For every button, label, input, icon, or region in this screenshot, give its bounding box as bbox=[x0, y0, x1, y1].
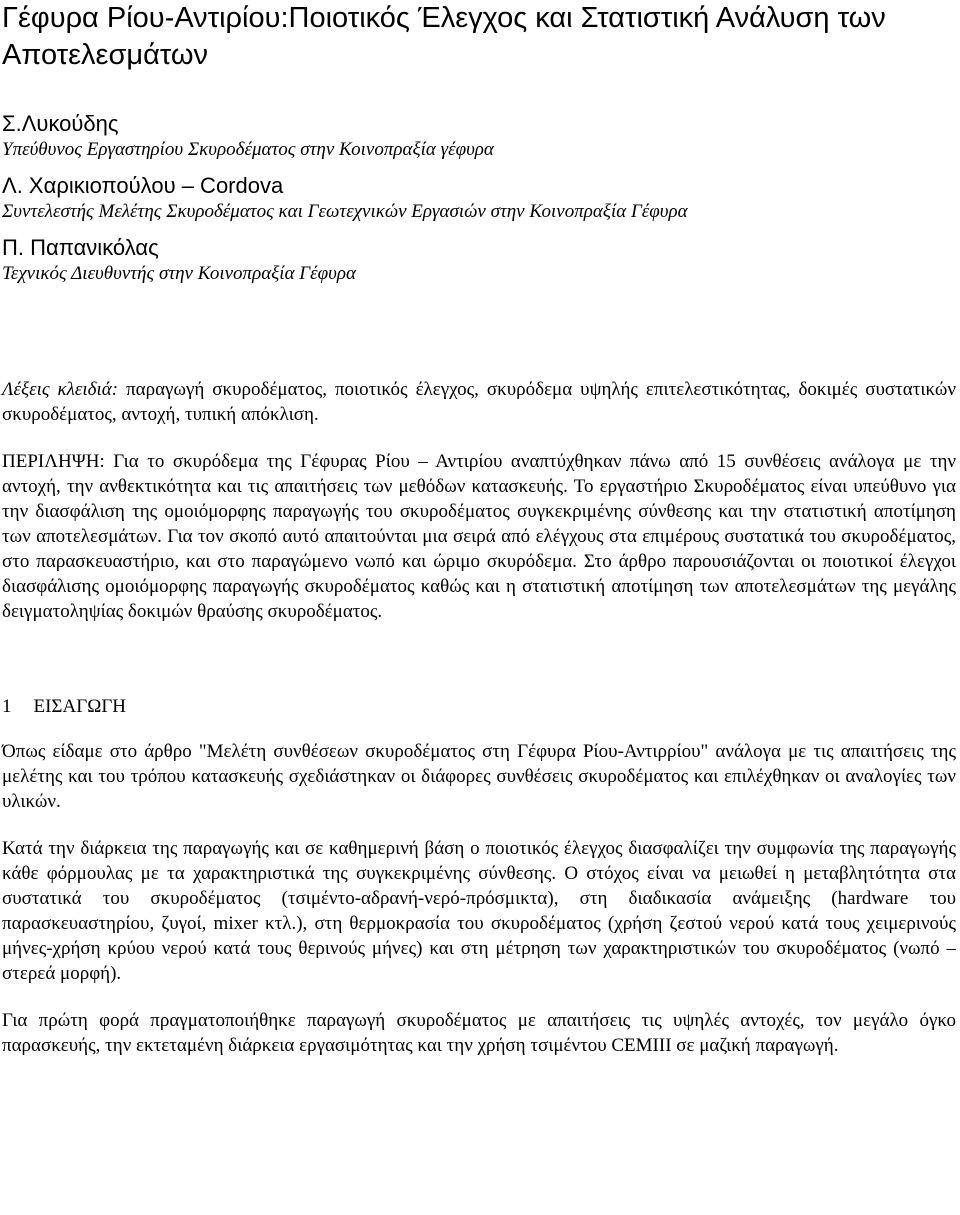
keywords-paragraph bbox=[2, 377, 956, 427]
section-heading bbox=[2, 694, 956, 719]
section-number: 1 bbox=[2, 696, 12, 717]
author-name: Λ. Χαρικιοπούλου – Cordova bbox=[2, 173, 284, 198]
body-paragraph: Για πρώτη φορά πραγματοποιήθηκε παραγωγή σκυροδέματος με απαιτήσεις τις υψηλές αντοχές, τον μεγάλο όγκο παρασκευής, την εκτεταμένη διάρκεια εργασιμότητας και την χρήση τσιμέντου CEMIII σε μαζική παραγωγή. bbox=[2, 1010, 956, 1056]
section-title: ΕΙΣΑΓΩΓΗ bbox=[33, 696, 127, 717]
author-name: Π. Παπανικόλας bbox=[2, 235, 159, 260]
keywords-label: Λέξεις κλειδιά: bbox=[2, 379, 119, 400]
abstract-paragraph: ΠΕΡΙΛΗΨΗ: Για το σκυρόδεμα της Γέφυρας Ρίου – Αντιρίου αναπτύχθηκαν πάνω από 15 συνθέσεις ανάλογα με την αντοχή, την ανθεκτικότητα και τις απαιτήσεις των μεθόδων κατασκευής. Το εργαστήριο Σκυροδέματος είναι υπεύθυνο για την διασφάλιση της ομοιόμορφης παραγωγής του σκυροδέματος συγκεκριμένης σύνθεσης και την στατιστική αποτίμηση των αποτελεσμάτων. Για τον σκοπό αυτό απαιτούνται μια σειρά από ελέγχους στα επιμέρους συστατικά του σκυροδέματος, στο παρασκευαστήριο, και στο παραγώμενο νωπό και ώριμο σκυρόδεμα. Στο άρθρο παρουσιάζονται οι ποιοτικοί έλεγχοι διασφάλισης ομοιόμορφης παραγωγής σκυροδέματος καθώς και η στατιστική αποτίμηση των αποτελεσμάτων της μεγάλης δειγματοληψίας δοκιμών θραύσης σκυροδέματος. bbox=[2, 451, 956, 622]
author-list bbox=[2, 111, 956, 287]
author-affiliation: Συντελεστής Μελέτης Σκυροδέματος και Γεωτεχνικών Εργασιών στην Κοινοπραξία Γέφυρα bbox=[2, 201, 688, 222]
author-affiliation: Υπεύθυνος Εργαστηρίου Σκυροδέματος στην Κοινοπραξία γέφυρα bbox=[2, 139, 494, 160]
body-paragraph: Όπως είδαμε στο άρθρο "Μελέτη συνθέσεων σκυροδέματος στη Γέφυρα Ρίου-Αντιρρίου" ανάλογα με τις απαιτήσεις της μελέτης και του τρόπου κατασκευής σχεδιάστηκαν οι διάφορες συνθέσεις σκυροδέματος και επιλέχθηκαν οι αναλογίες των υλικών. bbox=[2, 741, 956, 812]
author-affiliation: Τεχνικός Διευθυντής στην Κοινοπραξία Γέφυρα bbox=[2, 263, 356, 284]
keywords-text: παραγωγή σκυροδέματος, ποιοτικός έλεγχος, σκυρόδεμα υψηλής επιτελεστικότητας, δοκιμές συστατικών σκυροδέματος, αντοχή, τυπική απόκλιση. bbox=[2, 379, 956, 425]
author-name: Σ.Λυκούδης bbox=[2, 111, 119, 136]
body-paragraph: Κατά την διάρκεια της παραγωγής και σε καθημερινή βάση ο ποιοτικός έλεγχος διασφαλίζει την συμφωνία της παραγωγής κάθε φόρμουλας με τα χαρακτηριστικά της συγκεκριμένης σύνθεσης. Ο στόχος είναι να μειωθεί η μεταβλητότητα στα συστατικά του σκυροδέματος (τσιμέντο-αδρανή-νερό-πρόσμικτα), στη διαδικασία ανάμειξης (hardware του παρασκευαστηρίου, ζυγοί, mixer κτλ.), στη θερμοκρασία του σκυροδέματος (χρήση ζεστού νερού κατά τους χειμερινούς μήνες-χρήση κρύου νερού κατά τους θερινούς μήνες) και στη μέτρηση των χαρακτηριστικών του σκυροδέματος (νωπό – στερεά μορφή). bbox=[2, 838, 956, 984]
page-title: Γέφυρα Ρίου-Αντιρίου:Ποιοτικός Έλεγχος και Στατιστική Ανάλυση των Αποτελεσμάτων bbox=[2, 2, 886, 71]
